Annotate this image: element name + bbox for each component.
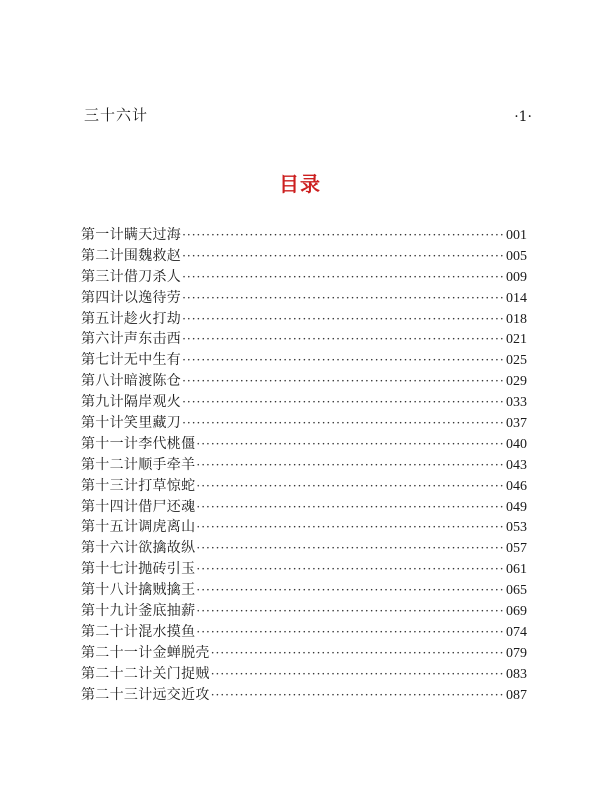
toc-entry[interactable] (81, 371, 527, 392)
toc-entry-label: 第十四计借尸还魂 (81, 498, 196, 515)
toc-entry-label: 第十七计抛砖引玉 (81, 561, 196, 578)
toc-entry[interactable] (81, 476, 527, 497)
toc-entry-label: 第九计隔岸观火 (81, 394, 182, 411)
toc-entry-label: 第十八计擒贼擒王 (81, 582, 196, 599)
toc-entry-label: 第十二计顺手牵羊 (81, 456, 196, 473)
toc-entry-page: 025 (506, 353, 527, 369)
toc-entry[interactable] (81, 559, 527, 580)
dot-leader (196, 559, 505, 580)
toc-entry[interactable] (81, 517, 527, 538)
toc-entry[interactable] (81, 434, 527, 455)
dot-leader (196, 580, 505, 601)
dot-leader (182, 329, 505, 350)
toc-entry-page: 014 (506, 290, 527, 306)
dot-leader (211, 643, 505, 664)
dot-leader (196, 455, 505, 476)
toc-entry[interactable] (81, 622, 527, 643)
toc-entry-page: 057 (506, 541, 527, 557)
toc-entry-label: 第二十二计关门捉贼 (81, 665, 210, 682)
dot-leader (211, 685, 505, 706)
toc-entry-label: 第十三计打草惊蛇 (81, 477, 196, 494)
toc-entry-page: 018 (506, 311, 527, 327)
toc-entry-label: 第十计笑里藏刀 (81, 415, 182, 432)
dot-leader (196, 517, 505, 538)
toc-entry[interactable] (81, 350, 527, 371)
toc-entry-page: 079 (506, 645, 527, 661)
toc-entry-label: 第十五计调虎离山 (81, 519, 196, 536)
dot-leader (182, 246, 505, 267)
toc-entry-page: 065 (506, 583, 527, 599)
dot-leader (182, 350, 505, 371)
toc-entry[interactable] (81, 246, 527, 267)
dot-leader (196, 434, 505, 455)
toc-entry-label: 第二计围魏救赵 (81, 247, 182, 264)
toc-entry-label: 第二十计混水摸鱼 (81, 623, 196, 640)
toc-entry-label: 第三计借刀杀人 (81, 268, 182, 285)
toc-entry-label: 第十六计欲擒故纵 (81, 540, 196, 557)
table-of-contents (81, 225, 527, 705)
toc-entry-page: 021 (506, 332, 527, 348)
toc-entry-label: 第八计暗渡陈仓 (81, 373, 182, 390)
toc-entry[interactable] (81, 538, 527, 559)
toc-entry-page: 053 (506, 520, 527, 536)
dot-leader (182, 288, 505, 309)
toc-entry-page: 029 (506, 374, 527, 390)
dot-leader (182, 371, 505, 392)
dot-leader (182, 267, 505, 288)
toc-entry[interactable] (81, 267, 527, 288)
toc-entry-page: 061 (506, 562, 527, 578)
toc-entry-label: 第六计声东击西 (81, 331, 182, 348)
toc-entry-page: 083 (506, 666, 527, 682)
dot-leader (182, 392, 505, 413)
toc-entry[interactable] (81, 392, 527, 413)
dot-leader (196, 476, 505, 497)
toc-entry-label: 第十九计釜底抽薪 (81, 603, 196, 620)
toc-entry-page: 040 (506, 436, 527, 452)
dot-leader (182, 225, 505, 246)
toc-entry-page: 049 (506, 499, 527, 515)
toc-entry[interactable] (81, 685, 527, 706)
toc-entry-label: 第四计以逸待劳 (81, 289, 182, 306)
book-title: 三十六计 (84, 106, 149, 124)
dot-leader (211, 664, 505, 685)
dot-leader (196, 538, 505, 559)
toc-entry-page: 001 (506, 228, 527, 243)
toc-entry-page: 046 (506, 478, 527, 494)
toc-heading: 目录 (279, 172, 321, 196)
toc-entry-page: 037 (506, 416, 527, 432)
toc-entry[interactable] (81, 413, 527, 434)
toc-entry[interactable] (81, 664, 527, 685)
toc-entry[interactable] (81, 455, 527, 476)
toc-entry[interactable] (81, 497, 527, 518)
dot-leader (182, 309, 505, 330)
toc-entry-label: 第一计瞒天过海 (81, 227, 182, 243)
toc-entry[interactable] (81, 225, 527, 246)
toc-entry-page: 069 (506, 604, 527, 620)
dot-leader (196, 622, 505, 643)
page-number: ·1· (514, 109, 532, 125)
toc-entry-label: 第二十一计金蝉脱壳 (81, 644, 210, 661)
toc-entry-label: 第十一计李代桃僵 (81, 435, 196, 452)
toc-entry-label: 第二十三计远交近攻 (81, 686, 210, 703)
toc-entry[interactable] (81, 329, 527, 350)
toc-entry-page: 087 (506, 687, 527, 703)
toc-entry-page: 043 (506, 457, 527, 473)
toc-entry-page: 009 (506, 269, 527, 285)
toc-entry-page: 005 (506, 248, 527, 264)
dot-leader (182, 413, 505, 434)
dot-leader (196, 497, 505, 518)
toc-entry[interactable] (81, 309, 527, 330)
toc-entry-label: 第五计趁火打劫 (81, 310, 182, 327)
toc-entry[interactable] (81, 643, 527, 664)
toc-entry[interactable] (81, 288, 527, 309)
toc-entry[interactable] (81, 601, 527, 622)
dot-leader (196, 601, 505, 622)
running-header (84, 101, 532, 125)
toc-entry-page: 074 (506, 624, 527, 640)
toc-entry-page: 033 (506, 395, 527, 411)
toc-entry[interactable] (81, 580, 527, 601)
toc-entry-label: 第七计无中生有 (81, 352, 182, 369)
